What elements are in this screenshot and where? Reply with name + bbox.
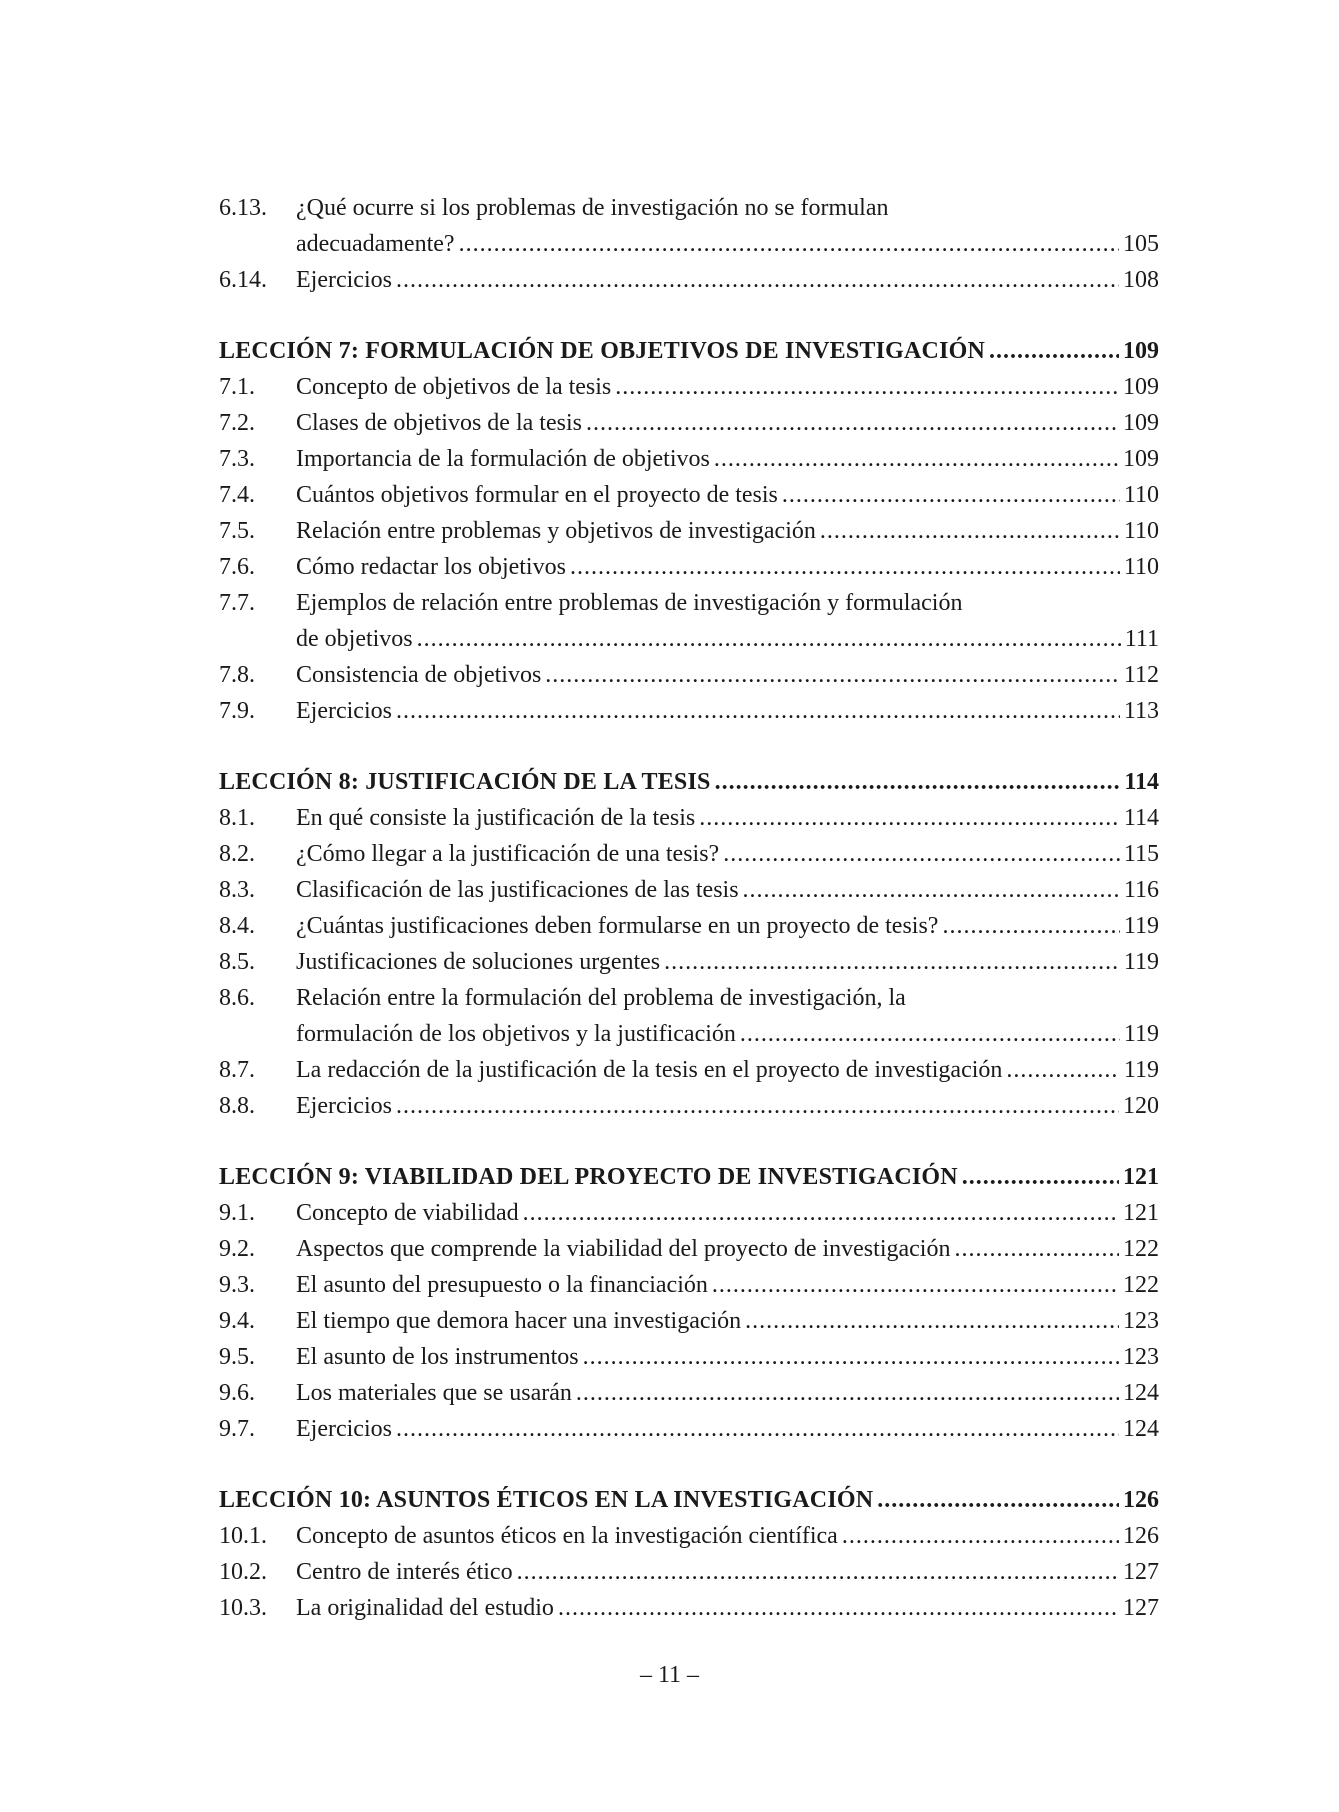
- entry-title: Concepto de viabilidad: [296, 1200, 519, 1226]
- toc-entry[interactable]: [219, 1339, 1159, 1375]
- dot-leader: [712, 1267, 1119, 1303]
- entry-title-line: Relación entre la formulación del problema de investigación, la: [296, 985, 906, 1011]
- toc-entry-body: [296, 1267, 1159, 1303]
- dot-leader: [576, 1375, 1119, 1411]
- toc-entry[interactable]: [219, 980, 1159, 1052]
- toc-entry[interactable]: [219, 1590, 1159, 1626]
- entry-title: Clases de objetivos de la tesis: [296, 410, 582, 436]
- lesson-heading[interactable]: [219, 333, 1159, 369]
- entry-title: ¿Cuántas justificaciones deben formularse en un proyecto de tesis?: [296, 913, 939, 939]
- entry-page-number: 123: [1123, 1344, 1159, 1370]
- dot-leader: [523, 1195, 1119, 1231]
- entry-title-line: Ejemplos de relación entre problemas de investigación y formulación: [296, 590, 963, 616]
- toc-entry-body: [296, 1231, 1159, 1267]
- entry-line: [296, 621, 1159, 657]
- section-number: 10.1.: [219, 1523, 267, 1549]
- entry-line: [296, 1303, 1159, 1339]
- entry-line: [296, 405, 1159, 441]
- lesson-heading-title: LECCIÓN 9: VIABILIDAD DEL PROYECTO DE INVESTIGACIÓN: [219, 1164, 958, 1190]
- entry-line: [296, 872, 1159, 908]
- toc-entry[interactable]: [219, 944, 1159, 980]
- entry-title: El asunto del presupuesto o la financiación: [296, 1272, 708, 1298]
- section-number: 8.4.: [219, 913, 255, 939]
- dot-leader: [942, 908, 1119, 944]
- entry-line: [296, 800, 1159, 836]
- section-number: 7.4.: [219, 482, 255, 508]
- toc-entry-body: [296, 693, 1159, 729]
- entry-title: Ejercicios: [296, 1416, 392, 1442]
- dot-leader: [396, 1411, 1119, 1447]
- dot-leader: [396, 262, 1119, 298]
- dot-leader: [842, 1518, 1119, 1554]
- toc-entry-body: [296, 872, 1159, 908]
- entry-title: formulación de los objetivos y la justificación: [296, 1021, 736, 1047]
- entry-title: La redacción de la justificación de la tesis en el proyecto de investigación: [296, 1057, 1003, 1083]
- toc-entry[interactable]: [219, 1195, 1159, 1231]
- dot-leader: [1006, 1052, 1120, 1088]
- toc-entry[interactable]: [219, 262, 1159, 298]
- toc-entry[interactable]: [219, 369, 1159, 405]
- dot-leader: [820, 513, 1120, 549]
- entry-page-number: 114: [1123, 805, 1159, 831]
- dot-leader: [417, 621, 1121, 657]
- toc-entry[interactable]: [219, 908, 1159, 944]
- lesson-heading-page-number: 121: [1123, 1164, 1159, 1190]
- dot-leader: [699, 800, 1120, 836]
- section-number: 8.5.: [219, 949, 255, 975]
- lesson-heading-line: [219, 1482, 1159, 1518]
- dot-leader: [459, 226, 1119, 262]
- section-number: 9.5.: [219, 1344, 255, 1370]
- section-number: 6.14.: [219, 267, 267, 293]
- section-number: 7.7.: [219, 590, 255, 616]
- entry-page-number: 127: [1123, 1559, 1159, 1585]
- entry-page-number: 124: [1123, 1416, 1159, 1442]
- entry-page-number: 119: [1123, 1021, 1159, 1047]
- toc-entry-body: [296, 980, 1159, 1052]
- toc-entry-body: [296, 405, 1159, 441]
- dot-leader: [954, 1231, 1119, 1267]
- entry-title: Centro de interés ético: [296, 1559, 513, 1585]
- entry-page-number: 119: [1123, 949, 1159, 975]
- toc-entry[interactable]: [219, 1554, 1159, 1590]
- entry-title: Ejercicios: [296, 267, 392, 293]
- toc-entry-body: [296, 1088, 1159, 1124]
- toc-entry-body: [296, 513, 1159, 549]
- toc-entry[interactable]: [219, 513, 1159, 549]
- entry-line: [296, 1339, 1159, 1375]
- section-number: 9.3.: [219, 1272, 255, 1298]
- dot-leader: [877, 1482, 1119, 1518]
- entry-title: ¿Cómo llegar a la justificación de una tesis?: [296, 841, 720, 867]
- entry-line: [296, 1554, 1159, 1590]
- toc-entry[interactable]: [219, 1052, 1159, 1088]
- entry-line: [296, 657, 1159, 693]
- lesson-heading-page-number: 109: [1123, 338, 1159, 364]
- lesson-heading-body: [219, 1159, 1159, 1195]
- entry-line: [296, 1016, 1159, 1052]
- entry-title: Importancia de la formulación de objetivos: [296, 446, 710, 472]
- dot-leader: [740, 1016, 1120, 1052]
- toc-entry-body: [296, 477, 1159, 513]
- section-number: 7.5.: [219, 518, 255, 544]
- section-number: 6.13.: [219, 195, 267, 221]
- entry-line: [296, 1195, 1159, 1231]
- section-number: 9.7.: [219, 1416, 255, 1442]
- toc-entry-body: [296, 1554, 1159, 1590]
- entry-page-number: 120: [1123, 1093, 1159, 1119]
- dot-leader: [583, 1339, 1119, 1375]
- dot-leader: [558, 1590, 1119, 1626]
- toc-entry[interactable]: [219, 657, 1159, 693]
- entry-title: Cómo redactar los objetivos: [296, 554, 566, 580]
- toc-entry-body: [296, 908, 1159, 944]
- entry-page-number: 115: [1123, 841, 1159, 867]
- toc-entry-body: [296, 1411, 1159, 1447]
- dot-leader: [723, 836, 1120, 872]
- entry-title: Relación entre problemas y objetivos de investigación: [296, 518, 816, 544]
- toc-entry-body: [296, 944, 1159, 980]
- entry-line: [296, 513, 1159, 549]
- lesson-heading-line: [219, 1159, 1159, 1195]
- section-number: 10.3.: [219, 1595, 267, 1621]
- entry-page-number: 110: [1123, 482, 1159, 508]
- lesson-heading[interactable]: [219, 764, 1159, 800]
- entry-title: de objetivos: [296, 626, 413, 652]
- entry-page-number: 119: [1123, 913, 1159, 939]
- entry-line: [296, 1052, 1159, 1088]
- section-number: 9.4.: [219, 1308, 255, 1334]
- entry-title: En qué consiste la justificación de la tesis: [296, 805, 696, 831]
- entry-title: Los materiales que se usarán: [296, 1380, 572, 1406]
- section-number: 7.9.: [219, 698, 255, 724]
- lesson-heading-body: [219, 333, 1159, 369]
- toc-entry-body: [296, 1052, 1159, 1088]
- entry-page-number: 113: [1123, 698, 1159, 724]
- toc-entry[interactable]: [219, 585, 1159, 657]
- section-number: 8.6.: [219, 985, 255, 1011]
- entry-line: [296, 1267, 1159, 1303]
- entry-line: [296, 441, 1159, 477]
- section-number: 9.6.: [219, 1380, 255, 1406]
- entry-title: Justificaciones de soluciones urgentes: [296, 949, 661, 975]
- toc-entry-body: [296, 1590, 1159, 1626]
- section-number: 7.1.: [219, 374, 255, 400]
- toc-entry-body: [296, 1195, 1159, 1231]
- dot-leader: [715, 764, 1121, 800]
- toc-entry-body: [296, 836, 1159, 872]
- section-number: 7.2.: [219, 410, 255, 436]
- entry-page-number: 122: [1123, 1236, 1159, 1262]
- entry-title: El asunto de los instrumentos: [296, 1344, 579, 1370]
- toc-entry-body: [296, 441, 1159, 477]
- lesson-heading-title: LECCIÓN 10: ASUNTOS ÉTICOS EN LA INVESTIGACIÓN: [219, 1487, 874, 1513]
- entry-title: Clasificación de las justificaciones de las tesis: [296, 877, 739, 903]
- toc-entry-body: [296, 657, 1159, 693]
- entry-line: [296, 1088, 1159, 1124]
- toc-entry-body: [296, 800, 1159, 836]
- section-number: 7.3.: [219, 446, 255, 472]
- entry-line: [296, 1518, 1159, 1554]
- dot-leader: [782, 477, 1120, 513]
- entry-page-number: 119: [1123, 1057, 1159, 1083]
- lesson-heading-body: [219, 1482, 1159, 1518]
- toc-entry-body: [296, 369, 1159, 405]
- lesson-heading-line: [219, 764, 1159, 800]
- entry-page-number: 121: [1123, 1200, 1159, 1226]
- toc-entry-body: [296, 585, 1159, 657]
- toc-entry[interactable]: [219, 1303, 1159, 1339]
- entry-title: Cuántos objetivos formular en el proyecto de tesis: [296, 482, 778, 508]
- dot-leader: [989, 333, 1119, 369]
- entry-line: [296, 836, 1159, 872]
- dot-leader: [743, 872, 1120, 908]
- toc-entry[interactable]: [219, 872, 1159, 908]
- entry-title: El tiempo que demora hacer una investigación: [296, 1308, 742, 1334]
- dot-leader: [586, 405, 1119, 441]
- toc-entry-body: [296, 190, 1159, 262]
- toc-entry[interactable]: [219, 441, 1159, 477]
- dot-leader: [962, 1159, 1119, 1195]
- dot-leader: [570, 549, 1120, 585]
- lesson-heading-title: LECCIÓN 7: FORMULACIÓN DE OBJETIVOS DE INVESTIGACIÓN: [219, 338, 986, 364]
- section-number: 8.8.: [219, 1093, 255, 1119]
- section-number: 7.8.: [219, 662, 255, 688]
- toc-entry[interactable]: [219, 800, 1159, 836]
- entry-line: [296, 226, 1159, 262]
- entry-title: Concepto de asuntos éticos en la investigación científica: [296, 1523, 838, 1549]
- lesson-heading[interactable]: [219, 1482, 1159, 1518]
- dot-leader: [396, 1088, 1119, 1124]
- toc-entry[interactable]: [219, 190, 1159, 262]
- entry-page-number: 109: [1123, 446, 1159, 472]
- entry-page-number: 112: [1123, 662, 1159, 688]
- lesson-heading-line: [219, 333, 1159, 369]
- section-number: 8.1.: [219, 805, 255, 831]
- dot-leader: [545, 657, 1120, 693]
- toc-entry[interactable]: [219, 1518, 1159, 1554]
- toc-entry[interactable]: [219, 477, 1159, 513]
- entry-title: adecuadamente?: [296, 231, 455, 257]
- section-number: 7.6.: [219, 554, 255, 580]
- entry-line: [296, 477, 1159, 513]
- dot-leader: [745, 1303, 1119, 1339]
- entry-page-number: 105: [1123, 231, 1159, 257]
- entry-title: Ejercicios: [296, 698, 392, 724]
- toc-entry[interactable]: [219, 693, 1159, 729]
- entry-line: [296, 262, 1159, 298]
- entry-page-number: 122: [1123, 1272, 1159, 1298]
- entry-title: Ejercicios: [296, 1093, 392, 1119]
- entry-line: [296, 1590, 1159, 1626]
- page-number: – 11 –: [639, 1662, 700, 1688]
- entry-title: La originalidad del estudio: [296, 1595, 554, 1621]
- section-number: 8.2.: [219, 841, 255, 867]
- toc-entry-body: [296, 1375, 1159, 1411]
- entry-title: Concepto de objetivos de la tesis: [296, 374, 612, 400]
- entry-page-number: 123: [1123, 1308, 1159, 1334]
- toc-entry[interactable]: [219, 549, 1159, 585]
- section-number: 8.3.: [219, 877, 255, 903]
- lesson-heading-title: LECCIÓN 8: JUSTIFICACIÓN DE LA TESIS: [219, 769, 711, 795]
- toc-entry-body: [296, 549, 1159, 585]
- table-of-contents: [219, 190, 1159, 1626]
- dot-leader: [714, 441, 1119, 477]
- toc-entry-body: [296, 1303, 1159, 1339]
- section-number: 9.2.: [219, 1236, 255, 1262]
- entry-page-number: 110: [1123, 554, 1159, 580]
- entry-line: [296, 908, 1159, 944]
- entry-page-number: 116: [1123, 877, 1159, 903]
- entry-line: [296, 1411, 1159, 1447]
- lesson-heading-page-number: 126: [1123, 1487, 1159, 1513]
- toc-entry[interactable]: [219, 1267, 1159, 1303]
- entry-page-number: 127: [1123, 1595, 1159, 1621]
- entry-line: [296, 693, 1159, 729]
- lesson-heading-body: [219, 764, 1159, 800]
- dot-leader: [396, 693, 1120, 729]
- section-number: 9.1.: [219, 1200, 255, 1226]
- toc-entry[interactable]: [219, 1411, 1159, 1447]
- toc-entry-body: [296, 1518, 1159, 1554]
- section-number: 8.7.: [219, 1057, 255, 1083]
- toc-entry[interactable]: [219, 1088, 1159, 1124]
- dot-leader: [517, 1554, 1119, 1590]
- toc-entry[interactable]: [219, 836, 1159, 872]
- toc-entry[interactable]: [219, 405, 1159, 441]
- dot-leader: [615, 369, 1119, 405]
- lesson-heading-page-number: 114: [1124, 769, 1159, 795]
- dot-leader: [664, 944, 1120, 980]
- entry-page-number: 109: [1123, 410, 1159, 436]
- entry-title-line: ¿Qué ocurre si los problemas de investigación no se formulan: [296, 195, 889, 221]
- entry-page-number: 110: [1123, 518, 1159, 544]
- toc-entry-body: [296, 1339, 1159, 1375]
- entry-line: [296, 369, 1159, 405]
- section-number: 10.2.: [219, 1559, 267, 1585]
- entry-line: [296, 549, 1159, 585]
- toc-entry-body: [296, 262, 1159, 298]
- lesson-heading[interactable]: [219, 1159, 1159, 1195]
- entry-line: [296, 944, 1159, 980]
- entry-title: Aspectos que comprende la viabilidad del proyecto de investigación: [296, 1236, 951, 1262]
- entry-page-number: 124: [1123, 1380, 1159, 1406]
- entry-page-number: 109: [1123, 374, 1159, 400]
- entry-page-number: 108: [1123, 267, 1159, 293]
- entry-page-number: 111: [1124, 626, 1159, 652]
- entry-line: [296, 1375, 1159, 1411]
- entry-line: [296, 1231, 1159, 1267]
- toc-entry[interactable]: [219, 1231, 1159, 1267]
- entry-page-number: 126: [1123, 1523, 1159, 1549]
- entry-title: Consistencia de objetivos: [296, 662, 542, 688]
- toc-entry[interactable]: [219, 1375, 1159, 1411]
